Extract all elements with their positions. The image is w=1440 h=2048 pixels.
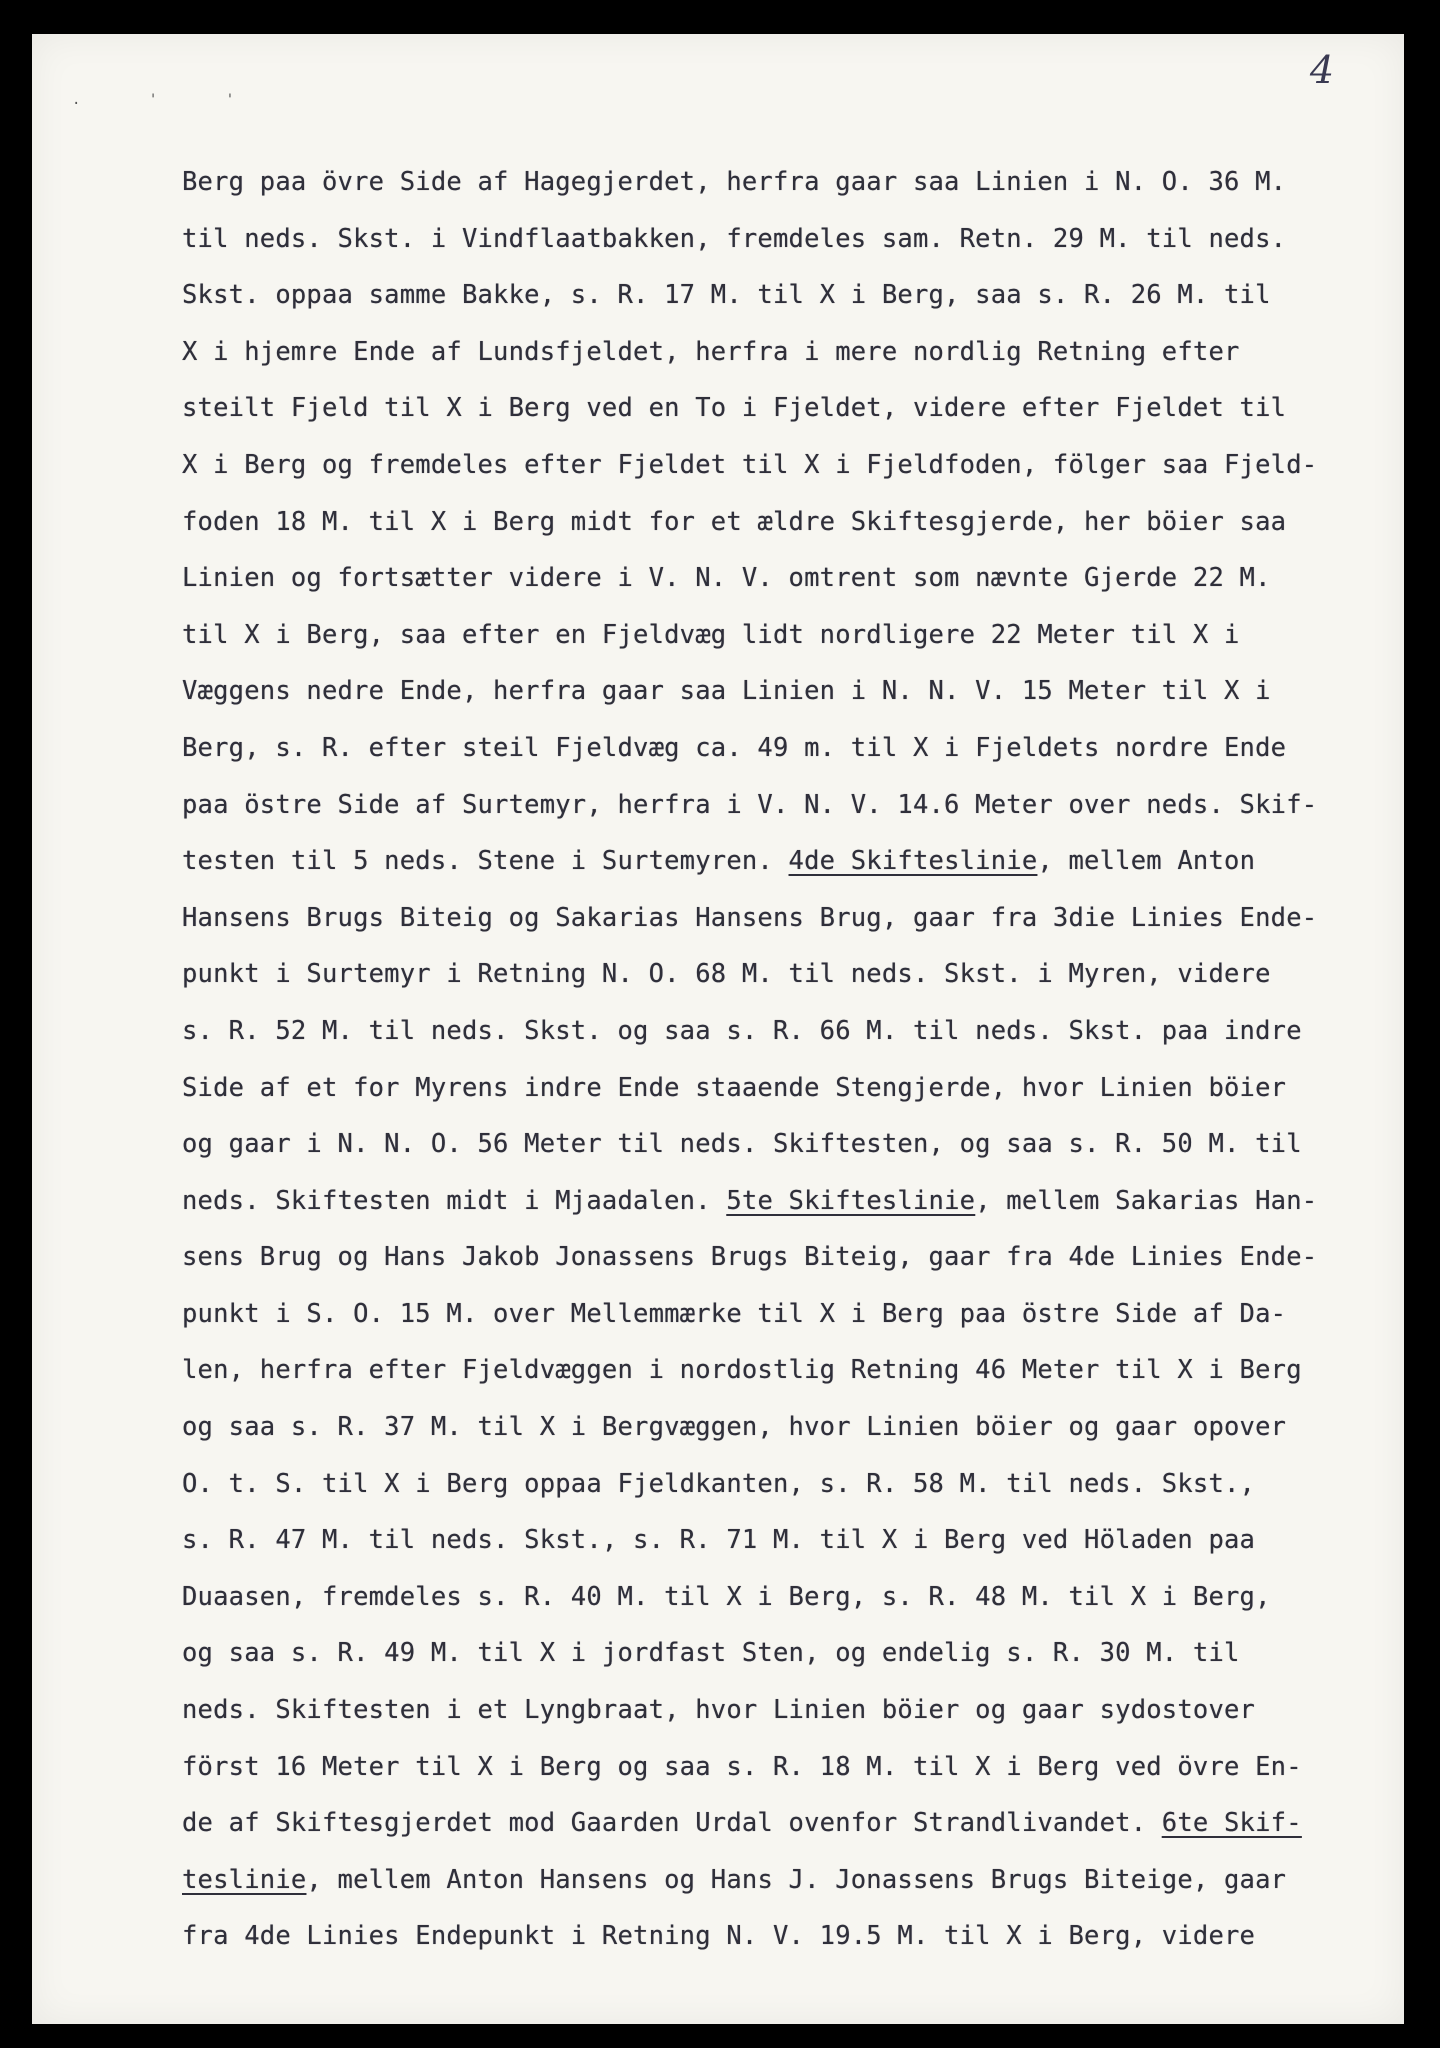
section-heading-underlined: teslinie [182, 1864, 307, 1895]
line-text: til neds. Skst. i Vindflaatbakken, fremdeles sam. Retn. 29 M. til neds. [182, 223, 1287, 254]
text-line [182, 1512, 1422, 1569]
text-line [182, 550, 1422, 607]
page-number: 4 [1309, 48, 1334, 92]
text-line [182, 946, 1422, 1003]
line-text: og saa s. R. 37 M. til X i Bergvæggen, hvor Linien böier og gaar opover [182, 1412, 1287, 1443]
line-text: s. R. 47 M. til neds. Skst., s. R. 71 M. til X i Berg ved Höladen paa [182, 1525, 1256, 1556]
text-line [182, 607, 1422, 664]
line-text: paa östre Side af Surtemyr, herfra i V. N. V. 14.6 Meter over neds. Skif- [182, 789, 1318, 820]
text-line [182, 1003, 1422, 1060]
line-text: og gaar i N. N. O. 56 Meter til neds. Skiftesten, og saa s. R. 50 M. til [182, 1129, 1302, 1160]
text-line [182, 1456, 1422, 1513]
text-line [182, 1795, 1422, 1852]
line-text: Side af et for Myrens indre Ende staaende Stengjerde, hvor Linien böier [182, 1072, 1287, 1103]
line-text: Hansens Brugs Biteig og Sakarias Hansens Brug, gaar fra 3die Linies Ende- [182, 902, 1318, 933]
line-text: X i hjemre Ende af Lundsfjeldet, herfra i mere nordlig Retning efter [182, 336, 1240, 367]
text-line [182, 1286, 1422, 1343]
line-text-continued: , mellem Anton Hansens og Hans J. Jonassens Brugs Biteige, gaar [306, 1864, 1287, 1895]
text-line [182, 833, 1422, 890]
text-line [182, 663, 1422, 720]
text-line [182, 267, 1422, 324]
text-line [182, 1908, 1422, 1965]
text-line [182, 1852, 1422, 1909]
section-heading-underlined: 4de Skifteslinie [788, 846, 1038, 877]
line-text: Berg, s. R. efter steil Fjeldvæg ca. 49 m. til X i Fjeldets nordre Ende [182, 732, 1287, 763]
line-text: först 16 Meter til X i Berg og saa s. R. 18 M. til X i Berg ved övre En- [182, 1751, 1302, 1782]
line-text: len, herfra efter Fjeldvæggen i nordostlig Retning 46 Meter til X i Berg [182, 1355, 1302, 1386]
line-text: og saa s. R. 49 M. til X i jordfast Sten, og endelig s. R. 30 M. til [182, 1638, 1240, 1669]
line-text: s. R. 52 M. til neds. Skst. og saa s. R. 66 M. til neds. Skst. paa indre [182, 1015, 1302, 1046]
text-line [182, 890, 1422, 947]
line-text: Linien og fortsætter videre i V. N. V. omtrent som nævnte Gjerde 22 M. [182, 563, 1271, 594]
line-text: X i Berg og fremdeles efter Fjeldet til X i Fjeldfoden, fölger saa Fjeld- [182, 449, 1318, 480]
text-line [182, 1060, 1422, 1117]
line-text: Skst. oppaa samme Bakke, s. R. 17 M. til X i Berg, saa s. R. 26 M. til [182, 280, 1271, 311]
text-line [182, 211, 1422, 268]
text-line [182, 720, 1422, 777]
typed-text-body [182, 154, 1422, 1965]
line-text: testen til 5 neds. Stene i Surtemyren. [182, 846, 789, 877]
line-text: foden 18 M. til X i Berg midt for et ældre Skiftesgjerde, her böier saa [182, 506, 1287, 537]
line-text: punkt i Surtemyr i Retning N. O. 68 M. til neds. Skst. i Myren, videre [182, 959, 1271, 990]
text-line [182, 1229, 1422, 1286]
text-line [182, 1116, 1422, 1173]
line-text: Duaasen, fremdeles s. R. 40 M. til X i Berg, s. R. 48 M. til X i Berg, [182, 1581, 1271, 1612]
margin-marks: . ' ' [72, 92, 265, 108]
line-text: Berg paa övre Side af Hagegjerdet, herfra gaar saa Linien i N. O. 36 M. [182, 167, 1287, 197]
line-text: de af Skiftesgjerdet mod Gaarden Urdal ovenfor Strandlivandet. [182, 1808, 1162, 1839]
line-text: sens Brug og Hans Jakob Jonassens Brugs Biteig, gaar fra 4de Linies Ende- [182, 1242, 1318, 1273]
text-line [182, 1739, 1422, 1796]
text-line [182, 437, 1422, 494]
line-text: O. t. S. til X i Berg oppaa Fjeldkanten, s. R. 58 M. til neds. Skst., [182, 1468, 1256, 1499]
line-text: punkt i S. O. 15 M. over Mellemmærke til X i Berg paa östre Side af Da- [182, 1298, 1287, 1329]
text-line [182, 777, 1422, 834]
line-text: neds. Skiftesten i et Lyngbraat, hvor Linien böier og gaar sydostover [182, 1695, 1256, 1726]
text-line [182, 380, 1422, 437]
line-text: Væggens nedre Ende, herfra gaar saa Linien i N. N. V. 15 Meter til X i [182, 676, 1271, 707]
text-line [182, 1569, 1422, 1626]
line-text: neds. Skiftesten midt i Mjaadalen. [182, 1185, 727, 1216]
line-text-continued: , mellem Sakarias Han- [975, 1185, 1318, 1216]
text-line [182, 324, 1422, 381]
text-line [182, 1342, 1422, 1399]
text-line [182, 494, 1422, 551]
text-line [182, 1173, 1422, 1230]
line-text: til X i Berg, saa efter en Fjeldvæg lidt nordligere 22 Meter til X i [182, 619, 1240, 650]
line-text: steilt Fjeld til X i Berg ved en To i Fjeldet, videre efter Fjeldet til [182, 393, 1287, 424]
text-line [182, 1399, 1422, 1456]
document-page [32, 34, 1404, 2024]
section-heading-underlined: 6te Skif- [1161, 1808, 1302, 1839]
line-text-continued: , mellem Anton [1037, 846, 1256, 877]
line-text: fra 4de Linies Endepunkt i Retning N. V. 19.5 M. til X i Berg, videre [182, 1921, 1256, 1952]
text-line [182, 154, 1422, 211]
text-line [182, 1682, 1422, 1739]
text-line [182, 1625, 1422, 1682]
section-heading-underlined: 5te Skifteslinie [726, 1185, 976, 1216]
